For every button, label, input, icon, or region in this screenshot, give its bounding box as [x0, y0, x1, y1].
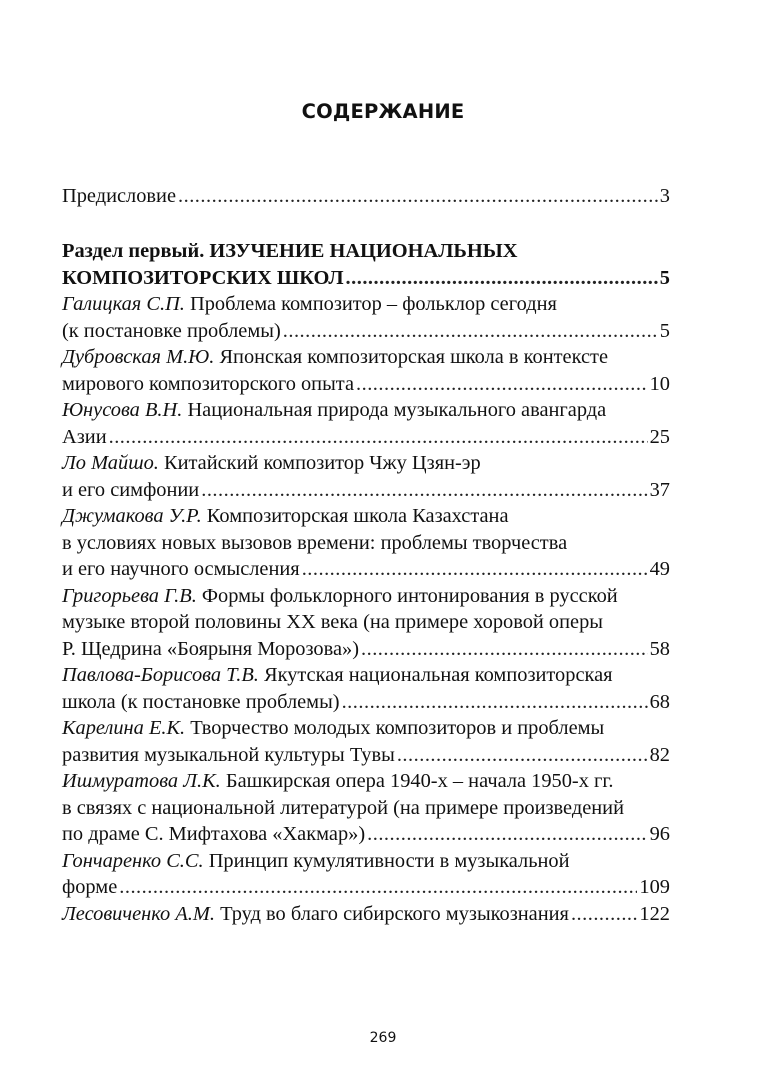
entry-page: 5 — [659, 319, 670, 342]
toc-entry[interactable] — [62, 901, 670, 928]
entry-line — [62, 450, 670, 477]
entry-author: Павлова-Борисова Т.В. — [62, 664, 259, 686]
entry-line — [62, 636, 670, 663]
entry-title-text: (к постановке проблемы) — [62, 319, 281, 342]
dot-leader — [119, 874, 637, 901]
dot-leader — [283, 318, 658, 345]
entry-title-text: Якутская национальная композиторская — [258, 664, 613, 686]
entry-line — [62, 344, 670, 371]
entry-title-text: по драме С. Мифтахова «Хакмар») — [62, 823, 366, 845]
entry-title — [62, 901, 569, 928]
entry-title-text: мирового композиторского опыта — [62, 372, 355, 395]
entry-title-text: Азии — [62, 425, 107, 448]
entry-line — [62, 371, 670, 398]
entry-page: 68 — [649, 690, 670, 713]
toc-preface — [62, 183, 670, 210]
entry-title-text: и его научного осмысления — [62, 558, 300, 580]
dot-leader — [361, 636, 648, 663]
entry-line — [62, 848, 670, 875]
toc-entry[interactable] — [62, 662, 670, 715]
entry-author: Карелина Е.К. — [62, 717, 186, 739]
entry-title-text: Труд во благо сибирского музыкознания — [214, 902, 569, 925]
toc-entry[interactable] — [62, 397, 670, 450]
dot-leader — [367, 821, 647, 848]
entry-author: Лесовиченко А.М. — [62, 902, 215, 925]
entry-line: в связях с национальной литературой (на примере произведений — [62, 796, 624, 819]
entry-page: 109 — [639, 876, 670, 898]
entry-line — [62, 477, 670, 504]
entry-title-text: форме — [62, 876, 118, 898]
entry-line — [62, 318, 670, 345]
entry-page: 10 — [649, 372, 670, 395]
entry-page: 37 — [649, 478, 670, 501]
entry-title-text: Творчество молодых композиторов и проблемы — [185, 717, 605, 739]
dot-leader — [109, 424, 648, 451]
entry-line — [62, 397, 670, 424]
entry-title-text: Композиторская школа Казахстана — [201, 505, 509, 527]
entry-author: Григорьева Г.В. — [62, 584, 197, 607]
toc-entry[interactable] — [62, 848, 670, 901]
entry-line — [62, 291, 670, 318]
entry-title-text: Японская композиторская школа в контексте — [214, 346, 608, 368]
entry-author: Ишмуратова Л.К. — [62, 770, 221, 792]
entry-line: в условиях новых вызовов времени: проблемы творчества — [62, 531, 568, 554]
entry-author: Юнусова В.Н. — [62, 399, 183, 421]
entry-line: музыке второй половины XX века (на примере хоровой оперы — [62, 611, 603, 633]
entry-line — [62, 556, 670, 583]
dot-leader — [178, 183, 658, 210]
section-title-line2[interactable] — [62, 265, 670, 292]
dot-leader — [302, 556, 648, 583]
entry-line — [62, 821, 670, 848]
page-number: 269 — [369, 1030, 397, 1046]
dot-leader — [342, 689, 648, 716]
entry-page: 122 — [639, 902, 670, 925]
entry-title-text: Китайский композитор Чжу Цзян-эр — [158, 452, 481, 474]
toc-entry[interactable] — [62, 503, 670, 583]
entry-title-text: Национальная природа музыкального авангарда — [182, 399, 607, 421]
entry-title-text: школа (к постановке проблемы) — [62, 690, 340, 713]
toc-entry[interactable] — [62, 715, 670, 768]
entry-page: 3 — [659, 185, 670, 207]
entry-page: 49 — [649, 558, 670, 580]
section-title-text: КОМПОЗИТОРСКИХ ШКОЛ — [62, 266, 344, 289]
entry-author: Ло Майшо. — [62, 452, 159, 474]
entry-author: Гончаренко С.С. — [62, 849, 204, 872]
toc-entry[interactable] — [62, 183, 670, 210]
toc-entry[interactable] — [62, 344, 670, 397]
entry-title-text: Принцип кумулятивности в музыкальной — [203, 849, 570, 872]
section-page: 5 — [659, 266, 670, 289]
entry-title-text: Формы фольклорного интонирования в русской — [196, 584, 618, 607]
dot-leader — [201, 477, 647, 504]
entry-line — [62, 424, 670, 451]
entry-title: Предисловие — [62, 185, 177, 207]
entry-title-text: и его симфонии — [62, 478, 200, 501]
entry-title-text: Башкирская опера 1940-х – начала 1950-х гг. — [220, 770, 614, 792]
entry-title-text: Р. Щедрина «Боярыня Морозова») — [62, 637, 359, 660]
entry-line — [62, 689, 670, 716]
entry-page: 25 — [649, 425, 670, 448]
dot-leader — [356, 371, 648, 398]
entry-title-text: Проблема композитор – фольклор сегодня — [184, 293, 557, 315]
entry-line — [62, 742, 670, 769]
toc-entry[interactable] — [62, 450, 670, 503]
section-title-line1: Раздел первый. ИЗУЧЕНИЕ НАЦИОНАЛЬНЫХ — [62, 240, 518, 262]
page-title: СОДЕРЖАНИЕ — [301, 100, 465, 123]
entry-line — [62, 583, 670, 610]
entry-line — [62, 768, 670, 795]
toc-entry[interactable] — [62, 583, 670, 663]
toc-entry[interactable] — [62, 768, 670, 848]
entry-page: 82 — [649, 743, 670, 766]
entry-page: 58 — [649, 637, 670, 660]
dot-leader — [346, 265, 658, 292]
entry-author: Галицкая С.П. — [62, 293, 185, 315]
entry-page: 96 — [649, 823, 670, 845]
entry-line — [62, 715, 670, 742]
dot-leader — [397, 742, 648, 769]
toc-list — [62, 238, 670, 927]
toc-entries — [62, 291, 670, 927]
entry-author: Дубровская М.Ю. — [62, 346, 215, 368]
entry-line — [62, 662, 670, 689]
entry-line — [62, 503, 670, 530]
entry-title-text: развития музыкальной культуры Тувы — [62, 743, 395, 766]
entry-line — [62, 874, 670, 901]
dot-leader — [571, 901, 637, 928]
entry-line — [62, 901, 670, 928]
entry-author: Джумакова У.Р. — [62, 505, 202, 527]
toc-entry[interactable] — [62, 291, 670, 344]
